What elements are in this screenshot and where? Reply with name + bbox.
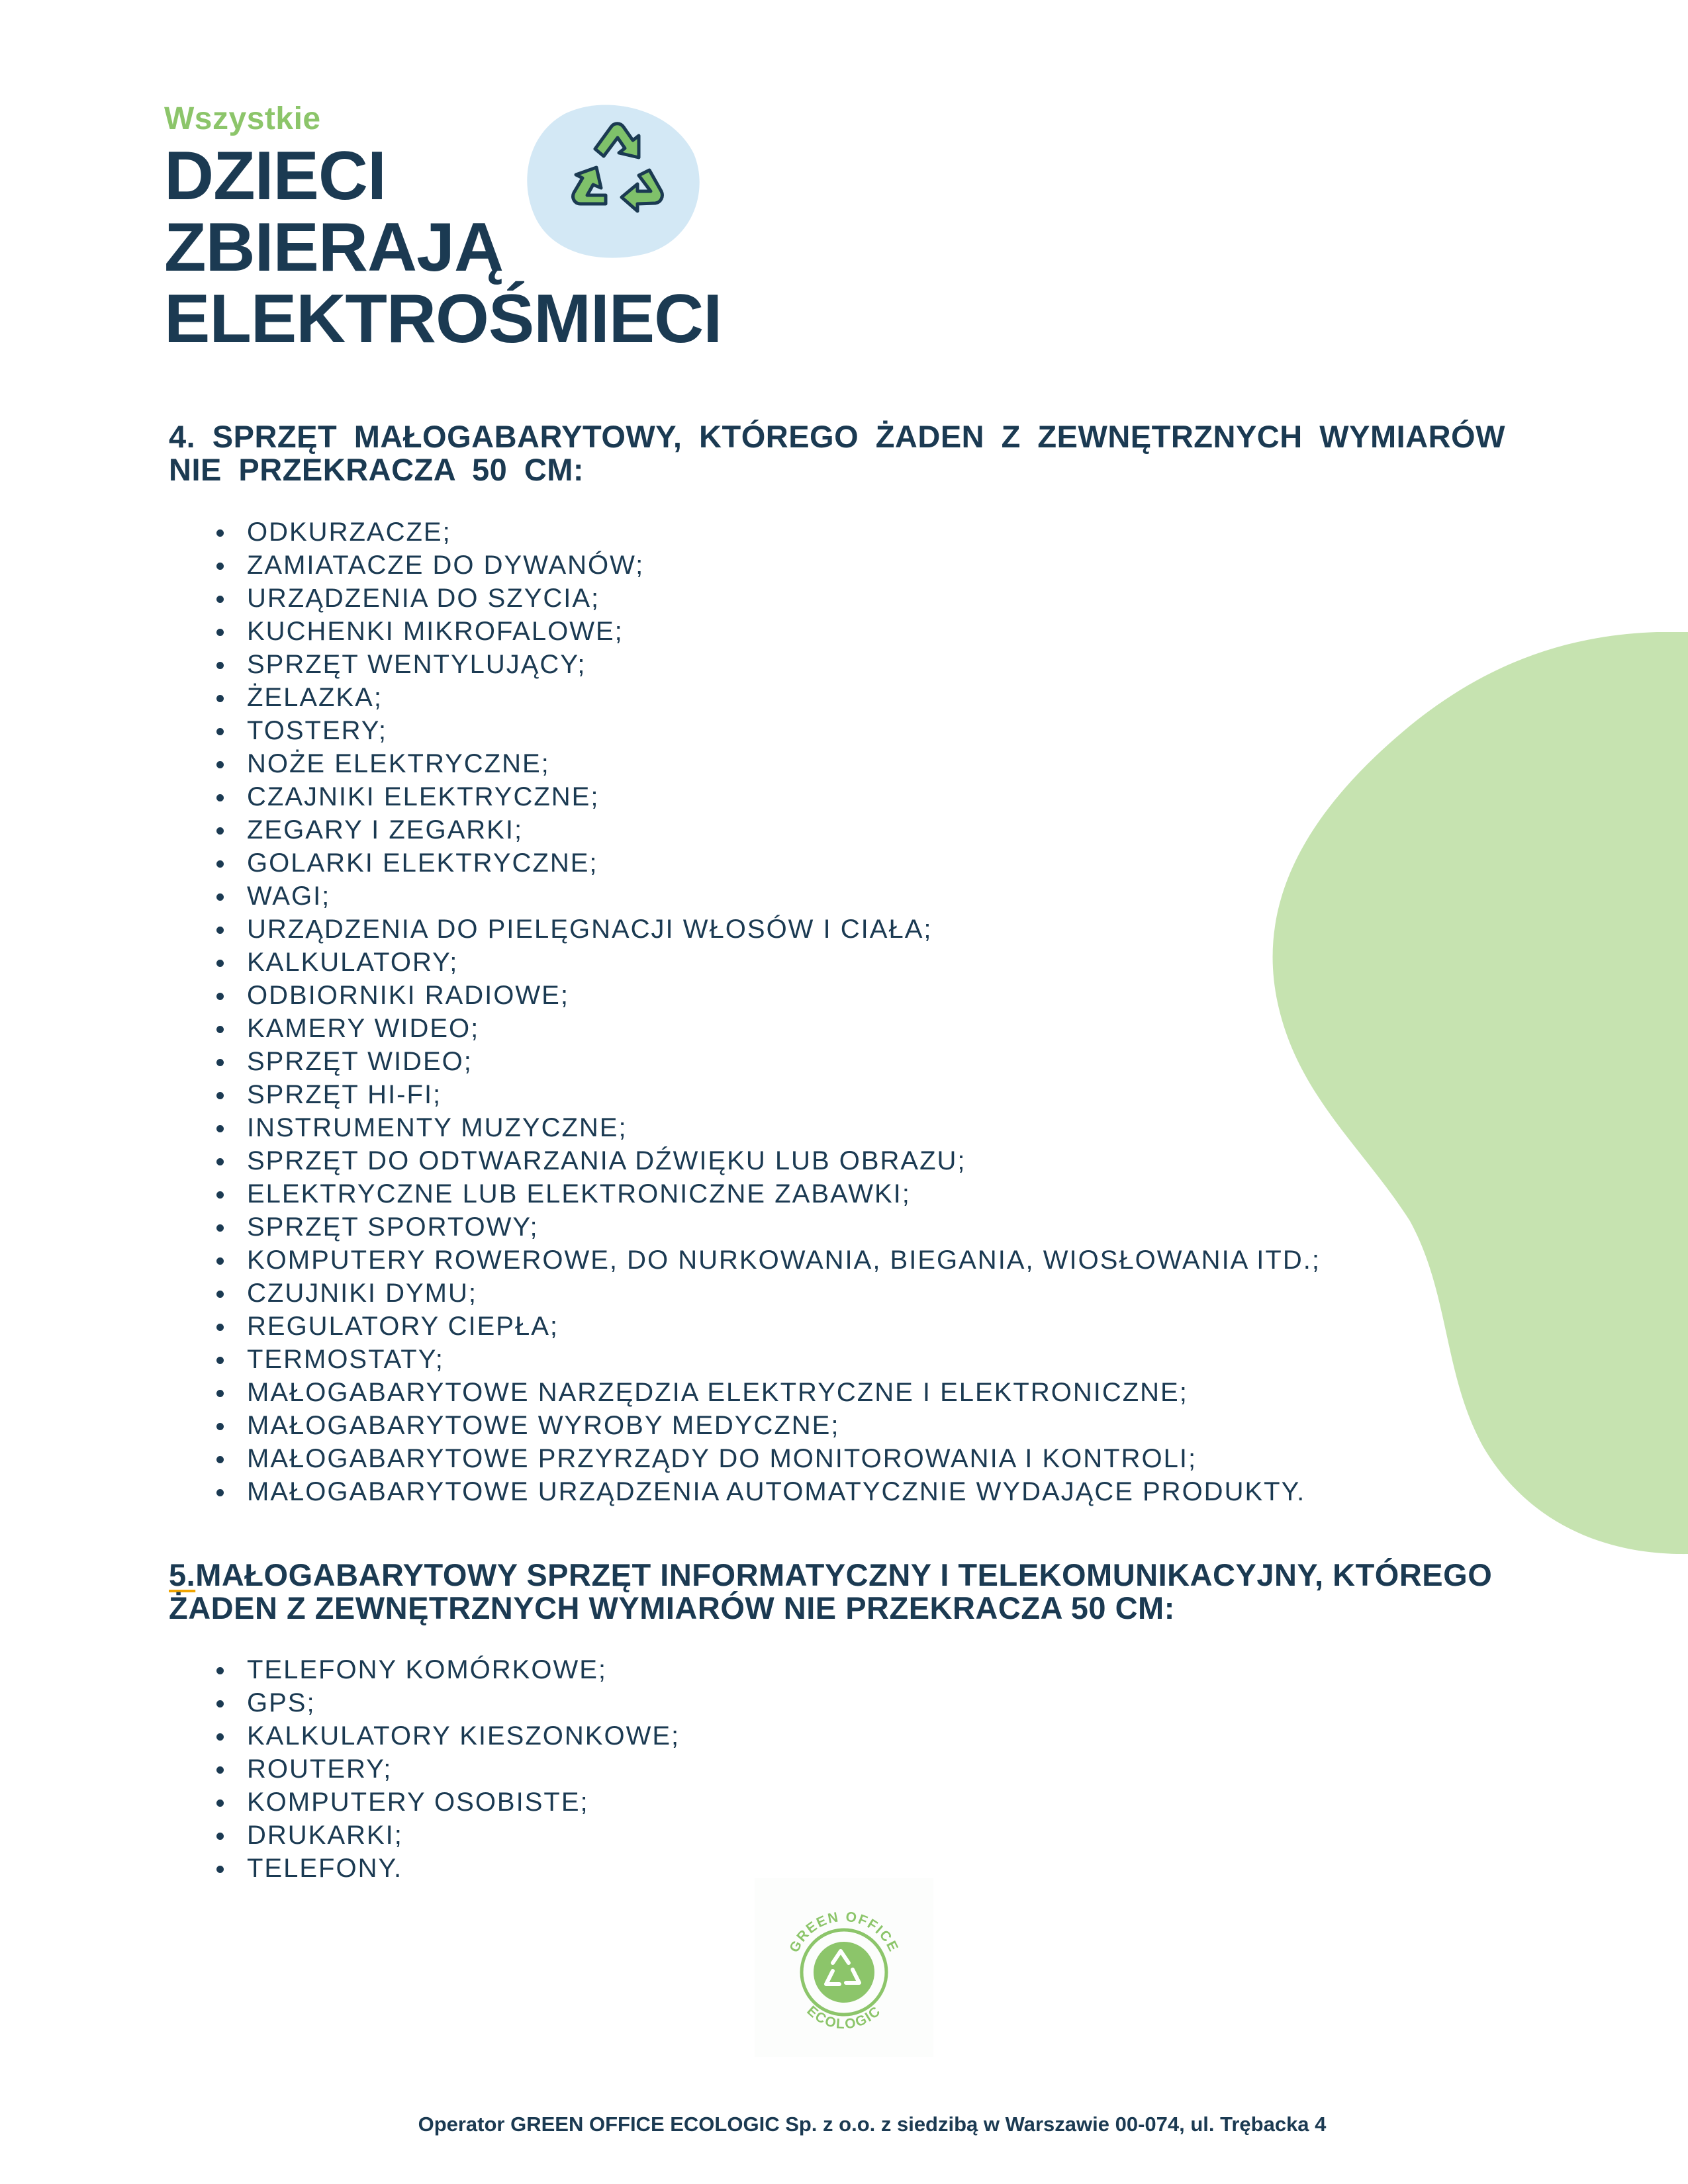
bullet-icon (216, 794, 224, 801)
bullet-icon (216, 1766, 224, 1774)
section-5-heading-number: 5. (169, 1557, 196, 1592)
bullet-icon (216, 761, 224, 768)
list-item: DRUKARKI; (212, 1819, 680, 1852)
list-item: KOMPUTERY ROWEROWE, DO NURKOWANIA, BIEGANIA, WIOSŁOWANIA ITD.; (212, 1244, 1321, 1277)
bullet-icon (216, 960, 224, 967)
section-5-heading (169, 1559, 1519, 1625)
list-item: URZĄDZENIA DO PIELĘGNACJI WŁOSÓW I CIAŁA; (212, 913, 1321, 946)
bullet-icon (216, 1733, 224, 1741)
list-item: MAŁOGABARYTOWE URZĄDZENIA AUTOMATYCZNIE WYDAJĄCE PRODUKTY. (212, 1475, 1321, 1508)
bullet-icon (216, 1667, 224, 1674)
title-line-1: DZIECI (164, 138, 386, 214)
bullet-icon (216, 629, 224, 636)
bullet-icon (216, 1026, 224, 1033)
list-item: SPRZĘT SPORTOWY; (212, 1210, 1321, 1244)
list-item: CZAJNIKI ELEKTRYCZNE; (212, 780, 1321, 813)
bullet-icon (216, 1423, 224, 1430)
bullet-icon (216, 1866, 224, 1873)
bullet-icon (216, 860, 224, 868)
header-kicker: Wszystkie (164, 101, 321, 136)
green-office-ecologic-logo (755, 1878, 933, 2057)
list-item: NOŻE ELEKTRYCZNE; (212, 747, 1321, 780)
list-item: TELEFONY. (212, 1852, 680, 1885)
list-item: ZEGARY I ZEGARKI; (212, 813, 1321, 846)
bullet-icon (216, 1799, 224, 1807)
bullet-icon (216, 1357, 224, 1364)
bullet-icon (216, 1390, 224, 1397)
list-item: TOSTERY; (212, 714, 1321, 747)
list-item: ODBIORNIKI RADIOWE; (212, 979, 1321, 1012)
list-item: TERMOSTATY; (212, 1343, 1321, 1376)
list-item: URZĄDZENIA DO SZYCIA; (212, 582, 1321, 615)
bullet-icon (216, 993, 224, 1000)
list-item: INSTRUMENTY MUZYCZNE; (212, 1111, 1321, 1144)
list-item: ŻELAZKA; (212, 681, 1321, 714)
svg-text:ECOLOGIC: ECOLOGIC (804, 2003, 884, 2032)
section-4-list (212, 516, 1321, 1508)
list-item: SPRZĘT DO ODTWARZANIA DŹWIĘKU LUB OBRAZU; (212, 1144, 1321, 1177)
bullet-icon (216, 728, 224, 735)
list-item: SPRZĘT WENTYLUJĄCY; (212, 648, 1321, 681)
bullet-icon (216, 1059, 224, 1066)
list-item: CZUJNIKI DYMU; (212, 1277, 1321, 1310)
bullet-icon (216, 1456, 224, 1463)
list-item: ZAMIATACZE DO DYWANÓW; (212, 549, 1321, 582)
bullet-icon (216, 1125, 224, 1132)
title-line-3: ELEKTROŚMIECI (164, 281, 722, 357)
list-item: ROUTERY; (212, 1752, 680, 1786)
list-item: REGULATORY CIEPŁA; (212, 1310, 1321, 1343)
list-item: KOMPUTERY OSOBISTE; (212, 1786, 680, 1819)
bullet-icon (216, 927, 224, 934)
bullet-icon (216, 1833, 224, 1840)
list-item: ODKURZACZE; (212, 516, 1321, 549)
bullet-icon (216, 1257, 224, 1265)
bullet-icon (216, 827, 224, 835)
bullet-icon (216, 662, 224, 669)
list-item: TELEFONY KOMÓRKOWE; (212, 1653, 680, 1686)
list-item: MAŁOGABARYTOWE WYROBY MEDYCZNE; (212, 1409, 1321, 1442)
decorative-green-blob (1271, 632, 1688, 1555)
list-item: KALKULATORY; (212, 946, 1321, 979)
bullet-icon (216, 893, 224, 901)
list-item: GOLARKI ELEKTRYCZNE; (212, 846, 1321, 880)
section-4-heading-line1: 4. SPRZĘT MAŁOGABARYTOWY, KTÓREGO ŻADEN Z ZEWNĘTRZNYCH WYMIARÓW (169, 419, 1505, 454)
bullet-icon (216, 596, 224, 603)
list-item: WAGI; (212, 880, 1321, 913)
list-item: SPRZĘT HI-FI; (212, 1078, 1321, 1111)
list-item: MAŁOGABARYTOWE PRZYRZĄDY DO MONITOROWANIA I KONTROLI; (212, 1442, 1321, 1475)
bullet-icon (216, 1158, 224, 1165)
title-line-2: ZBIERAJĄ (164, 209, 504, 286)
bullet-icon (216, 1324, 224, 1331)
section-4-heading (169, 420, 1519, 486)
bullet-icon (216, 1291, 224, 1298)
bullet-icon (216, 1489, 224, 1496)
recycle-icon (525, 101, 702, 259)
section-4-heading-line2: NIE PRZEKRACZA 50 CM: (169, 452, 585, 487)
bullet-icon (216, 695, 224, 702)
section-5-heading-line2: ŻADEN Z ZEWNĘTRZNYCH WYMIARÓW NIE PRZEKRACZA 50 CM: (169, 1590, 1175, 1625)
list-item: SPRZĘT WIDEO; (212, 1045, 1321, 1078)
list-item: ELEKTRYCZNE LUB ELEKTRONICZNE ZABAWKI; (212, 1177, 1321, 1210)
footer-operator-info: Operator GREEN OFFICE ECOLOGIC Sp. z o.o. z siedzibą w Warszawie 00-074, ul. Trębacka 4 (418, 2113, 1327, 2136)
list-item: GPS; (212, 1686, 680, 1719)
bullet-icon (216, 1191, 224, 1199)
list-item: MAŁOGABARYTOWE NARZĘDZIA ELEKTRYCZNE I ELEKTRONICZNE; (212, 1376, 1321, 1409)
bullet-icon (216, 563, 224, 570)
bullet-icon (216, 1092, 224, 1099)
bullet-icon (216, 1700, 224, 1707)
list-item: KALKULATORY KIESZONKOWE; (212, 1719, 680, 1752)
bullet-icon (216, 1224, 224, 1232)
bullet-icon (216, 529, 224, 537)
section-5-list (212, 1653, 680, 1885)
svg-text:GREEN OFFICE: GREEN OFFICE (786, 1909, 902, 1955)
section-5-heading-line1: MAŁOGABARYTOWY SPRZĘT INFORMATYCZNY I TELEKOMUNIKACYJNY, KTÓREGO (195, 1557, 1493, 1592)
list-item: KUCHENKI MIKROFALOWE; (212, 615, 1321, 648)
list-item: KAMERY WIDEO; (212, 1012, 1321, 1045)
